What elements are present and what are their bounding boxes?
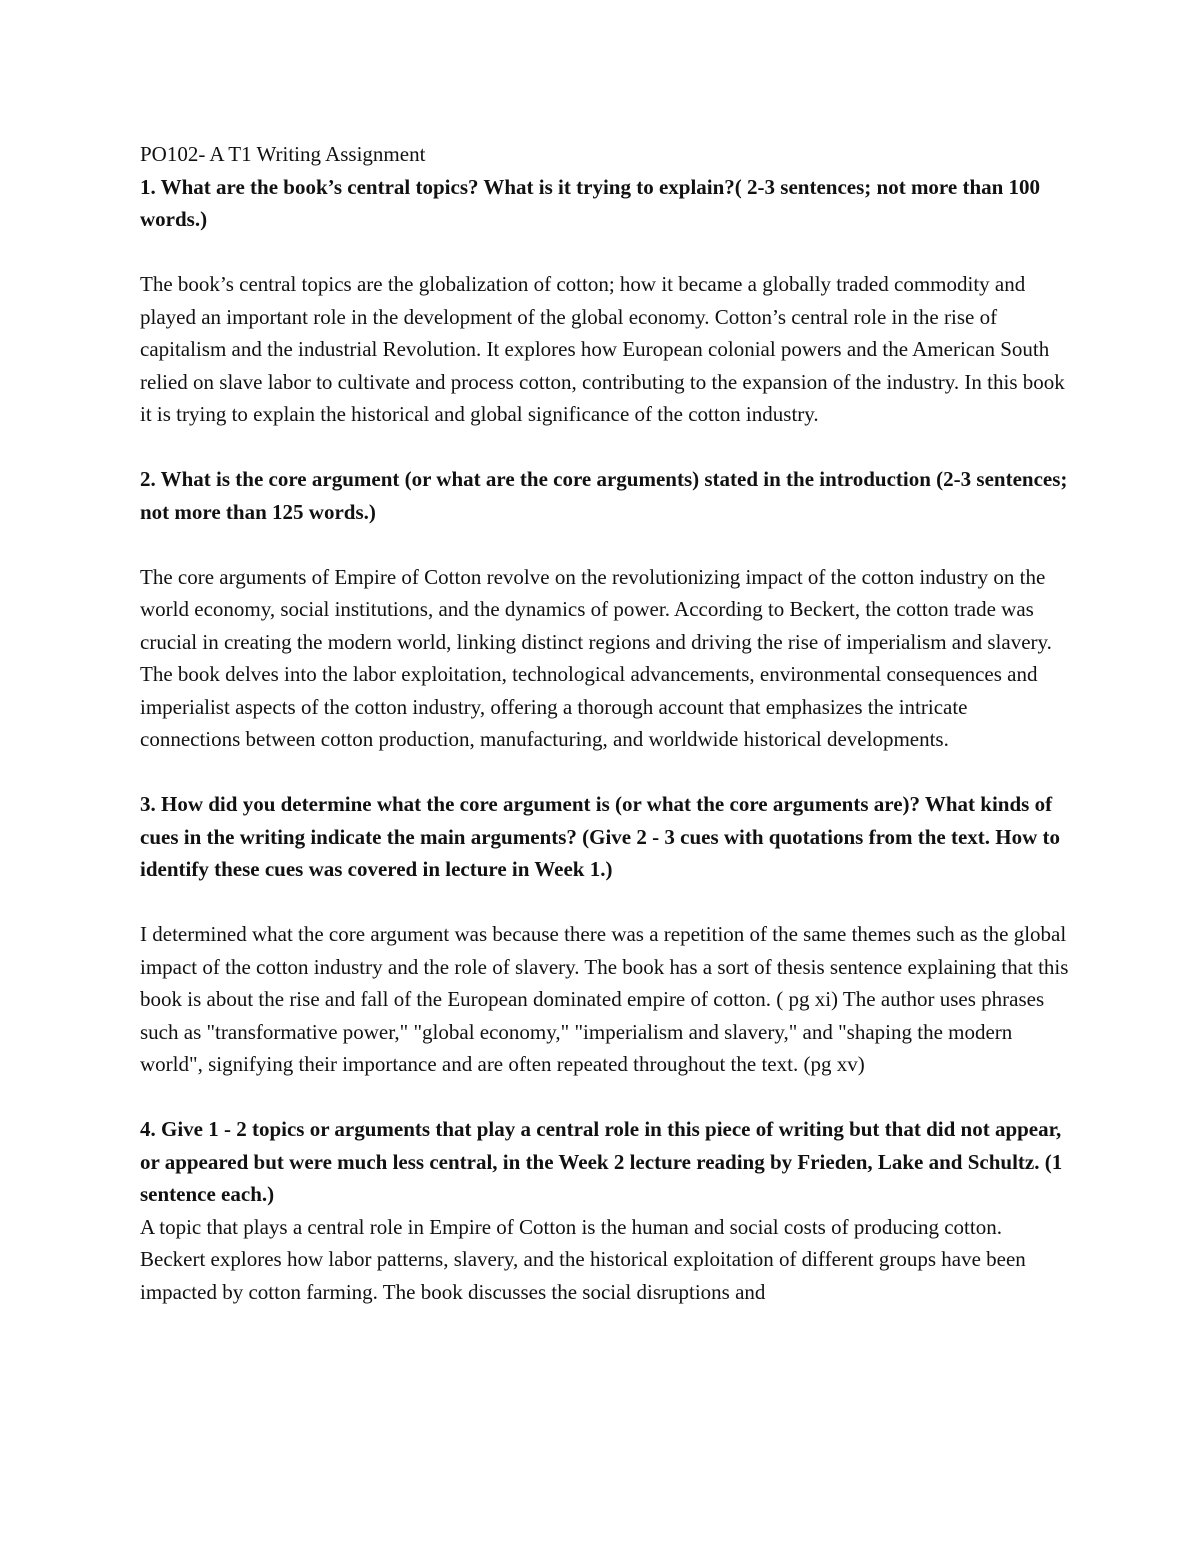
paragraph-gap (140, 236, 1070, 269)
paragraph-gap (140, 756, 1070, 789)
document-title: PO102- A T1 Writing Assignment (140, 142, 426, 166)
question-1: 1. What are the book’s central topics? What is it trying to explain?( 2-3 sentences; not more than 100 words.) (140, 174, 1041, 231)
answer-4: A topic that plays a central role in Empire of Cotton is the human and social costs of producing cotton. Beckert explores how labor patterns, slavery, and the historical exploitation of different groups have been impacted by cotton farming. The book discusses the social disruptions and (140, 1214, 1026, 1304)
paragraph-gap (140, 528, 1070, 561)
question-2: 2. What is the core argument (or what are the core arguments) stated in the introduction (2-3 sentences; not more than 125 words.) (140, 467, 1068, 524)
question-4: 4. Give 1 - 2 topics or arguments that play a central role in this piece of writing but that did not appear, or appeared but were much less central, in the Week 2 lecture reading by Frieden, Lake and Schultz. (1 sentence each.) (140, 1117, 1063, 1206)
document-page (140, 138, 1070, 1308)
paragraph-gap (140, 1081, 1070, 1114)
answer-2: The core arguments of Empire of Cotton revolve on the revolutionizing impact of the cotton industry on the world economy, social institutions, and the dynamics of power. According to Beckert, the cotton trade was crucial in creating the modern world, linking distinct regions and driving the rise of imperialism and slavery. The book delves into the labor exploitation, technological advancements, environmental consequences and imperialist aspects of the cotton industry, offering a thorough account that emphasizes the intricate connections between cotton production, manufacturing, and worldwide historical developments. (140, 564, 1052, 751)
paragraph-gap (140, 431, 1070, 464)
paragraph-gap (140, 886, 1070, 919)
question-3: 3. How did you determine what the core argument is (or what the core arguments are)? What kinds of cues in the writing indicate the main arguments? (Give 2 - 3 cues with quotations from the text. How to identify these cues was covered in lecture in Week 1.) (140, 792, 1061, 881)
answer-1: The book’s central topics are the globalization of cotton; how it became a globally traded commodity and played an important role in the development of the global economy. Cotton’s central role in the rise of capitalism and the industrial Revolution. It explores how European colonial powers and the American South relied on slave labor to cultivate and process cotton, contributing to the expansion of the industry. In this book it is trying to explain the historical and global significance of the cotton industry. (140, 272, 1065, 426)
answer-3: I determined what the core argument was because there was a repetition of the same themes such as the global impact of the cotton industry and the role of slavery. The book has a sort of thesis sentence explaining that this book is about the rise and fall of the European dominated empire of cotton. ( pg xi) The author uses phrases such as "transformative power," "global economy," "imperialism and slavery," and "shaping the modern world", signifying their importance and are often repeated throughout the text. (pg xv) (140, 922, 1069, 1076)
